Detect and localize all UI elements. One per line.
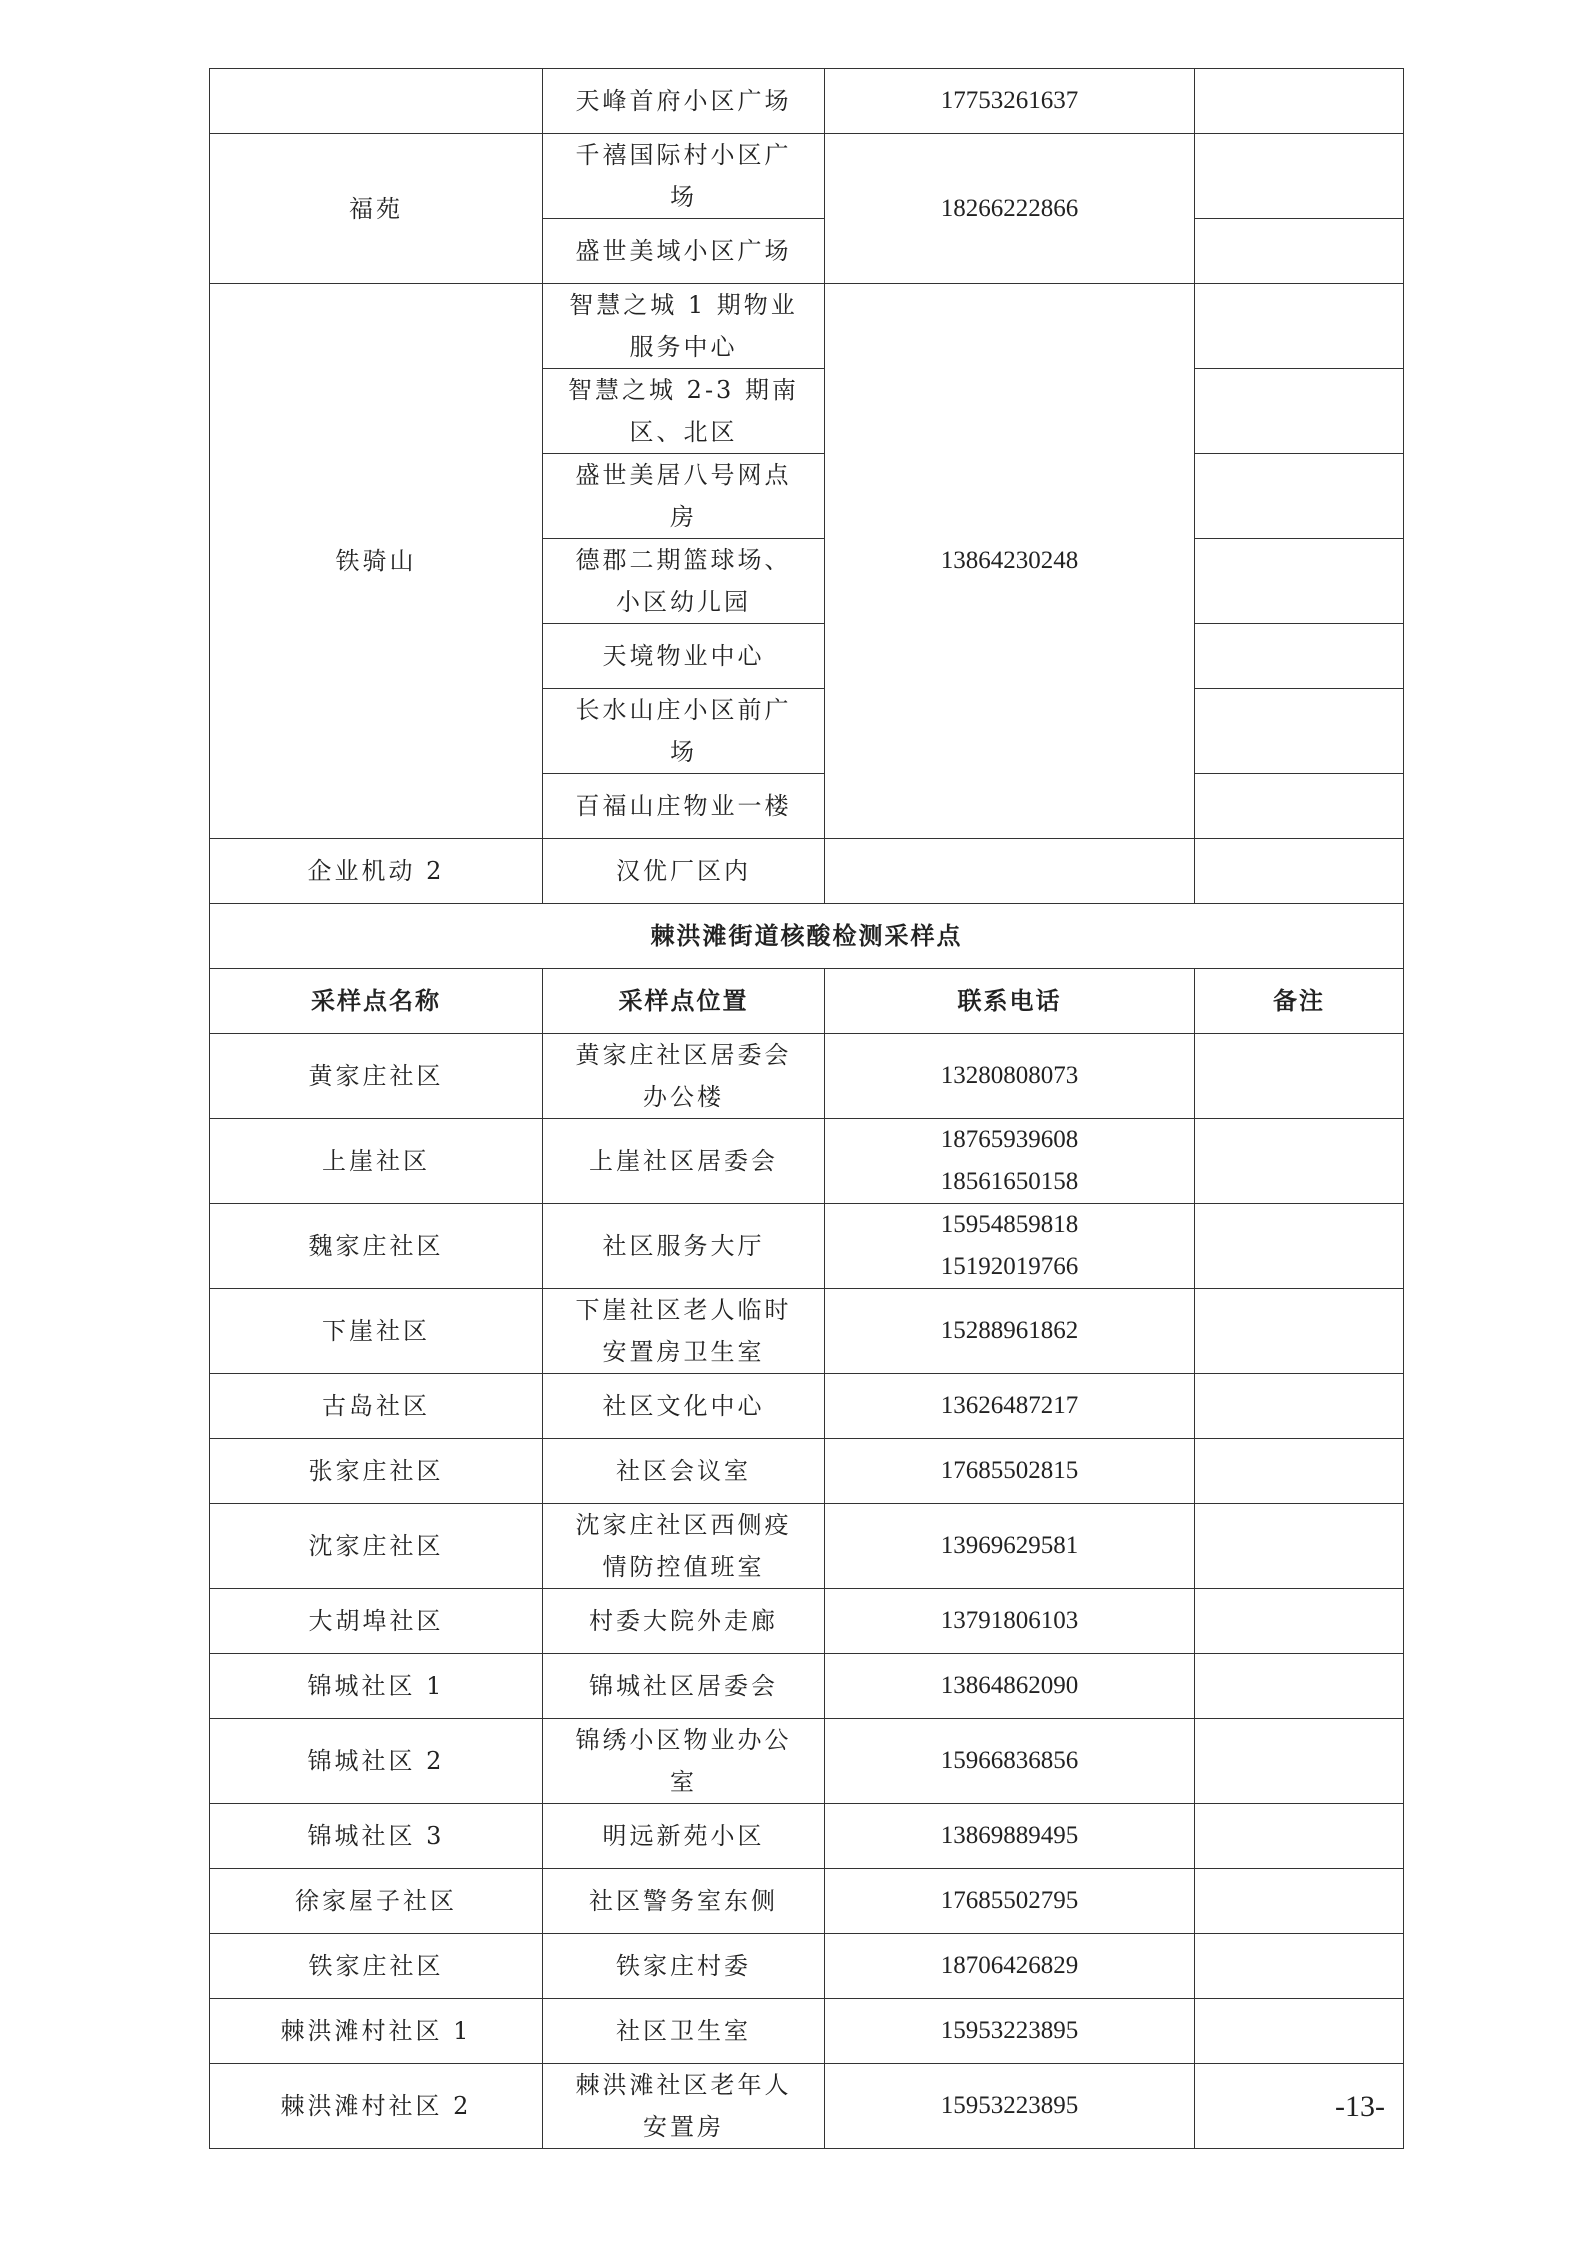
- site-location-cell: 智慧之城 1 期物业服务中心: [543, 284, 825, 369]
- table-row: [210, 1654, 1404, 1719]
- table-row: [210, 1504, 1404, 1589]
- contact-phone-cell: [825, 1289, 1195, 1374]
- site-location-cell: 千禧国际村小区广场: [543, 134, 825, 219]
- site-name-cell: 福苑: [210, 134, 543, 284]
- note-cell: [1195, 1204, 1404, 1289]
- table-row: [210, 284, 1404, 369]
- table-row: [210, 1034, 1404, 1119]
- note-cell: [1195, 1719, 1404, 1804]
- note-cell: [1195, 1999, 1404, 2064]
- note-cell: [1195, 1289, 1404, 1374]
- phone-number: 15966836856: [940, 1747, 1079, 1774]
- phone-number: 17685502815: [940, 1457, 1079, 1484]
- sampling-points-table: [209, 68, 1404, 2149]
- site-location-cell: 锦绣小区物业办公室: [543, 1719, 825, 1804]
- page-number: -13-: [1335, 2090, 1385, 2123]
- table-row: [210, 2064, 1404, 2149]
- note-cell: [1195, 1504, 1404, 1589]
- site-name-cell: 下崖社区: [210, 1289, 543, 1374]
- site-name-cell: 锦城社区 2: [210, 1719, 543, 1804]
- note-cell: [1195, 1654, 1404, 1719]
- site-location-cell: 长水山庄小区前广场: [543, 689, 825, 774]
- contact-phone-cell: [825, 1999, 1195, 2064]
- phone-number: 18561650158: [940, 1168, 1079, 1195]
- column-header-note: 备注: [1195, 969, 1404, 1034]
- note-cell: [1195, 1439, 1404, 1504]
- site-location-cell: 黄家庄社区居委会办公楼: [543, 1034, 825, 1119]
- column-header-phone: 联系电话: [825, 969, 1195, 1034]
- note-cell: [1195, 539, 1404, 624]
- section-title: 棘洪滩街道核酸检测采样点: [210, 904, 1404, 969]
- site-name-cell: 魏家庄社区: [210, 1204, 543, 1289]
- site-name-cell: 锦城社区 1: [210, 1654, 543, 1719]
- phone-number: 13864862090: [940, 1672, 1079, 1699]
- contact-phone-cell: [825, 1719, 1195, 1804]
- site-name-cell: 上崖社区: [210, 1119, 543, 1204]
- site-name-cell: 大胡埠社区: [210, 1589, 543, 1654]
- site-location-cell: 沈家庄社区西侧疫情防控值班室: [543, 1504, 825, 1589]
- site-location-cell: 村委大院外走廊: [543, 1589, 825, 1654]
- site-name-cell: 企业机动 2: [210, 839, 543, 904]
- phone-number: 13791806103: [940, 1607, 1079, 1634]
- note-cell: [1195, 1034, 1404, 1119]
- note-cell: [1195, 1119, 1404, 1204]
- site-location-cell: 铁家庄村委: [543, 1934, 825, 1999]
- contact-phone-cell: [825, 839, 1195, 904]
- site-location-cell: 社区服务大厅: [543, 1204, 825, 1289]
- contact-phone-cell: [825, 1119, 1195, 1204]
- contact-phone-cell: [825, 1204, 1195, 1289]
- site-location-cell: 德郡二期篮球场、小区幼儿园: [543, 539, 825, 624]
- site-name-cell: 张家庄社区: [210, 1439, 543, 1504]
- site-name-cell: 棘洪滩村社区 2: [210, 2064, 543, 2149]
- site-location-cell: 社区会议室: [543, 1439, 825, 1504]
- site-location-cell: 棘洪滩社区老年人安置房: [543, 2064, 825, 2149]
- phone-number: 13869889495: [940, 1822, 1079, 1849]
- note-cell: [1195, 134, 1404, 219]
- phone-number: 18706426829: [940, 1952, 1079, 1979]
- site-location-cell: 盛世美域小区广场: [543, 219, 825, 284]
- table-row: [210, 1374, 1404, 1439]
- contact-phone-cell: [825, 1374, 1195, 1439]
- contact-phone-cell: [825, 1804, 1195, 1869]
- site-location-cell: 社区文化中心: [543, 1374, 825, 1439]
- table-row: [210, 1119, 1404, 1204]
- note-cell: [1195, 1934, 1404, 1999]
- table-row: [210, 1204, 1404, 1289]
- contact-phone-cell: [825, 1439, 1195, 1504]
- site-name-cell: 古岛社区: [210, 1374, 543, 1439]
- table-row: [210, 1934, 1404, 1999]
- site-name-cell: [210, 69, 543, 134]
- note-cell: [1195, 219, 1404, 284]
- site-name-cell: 锦城社区 3: [210, 1804, 543, 1869]
- table-row: [210, 1999, 1404, 2064]
- column-header-name: 采样点名称: [210, 969, 543, 1034]
- site-name-cell: 铁家庄社区: [210, 1934, 543, 1999]
- table-row: [210, 1804, 1404, 1869]
- note-cell: [1195, 1869, 1404, 1934]
- table-header-row: [210, 969, 1404, 1034]
- site-location-cell: 社区警务室东侧: [543, 1869, 825, 1934]
- site-location-cell: 天峰首府小区广场: [543, 69, 825, 134]
- site-location-cell: 百福山庄物业一楼: [543, 774, 825, 839]
- note-cell: [1195, 839, 1404, 904]
- contact-phone-cell: [825, 1869, 1195, 1934]
- table-row: [210, 839, 1404, 904]
- site-name-cell: 黄家庄社区: [210, 1034, 543, 1119]
- site-location-cell: 下崖社区老人临时安置房卫生室: [543, 1289, 825, 1374]
- site-location-cell: 社区卫生室: [543, 1999, 825, 2064]
- site-location-cell: 上崖社区居委会: [543, 1119, 825, 1204]
- note-cell: [1195, 454, 1404, 539]
- contact-phone-cell: [825, 1934, 1195, 1999]
- table-row: [210, 1439, 1404, 1504]
- contact-phone-cell: [825, 1589, 1195, 1654]
- phone-number: 15288961862: [940, 1317, 1079, 1344]
- site-location-cell: 锦城社区居委会: [543, 1654, 825, 1719]
- table-row: [210, 69, 1404, 134]
- column-header-location: 采样点位置: [543, 969, 825, 1034]
- contact-phone-cell: [825, 2064, 1195, 2149]
- table-row: [210, 1289, 1404, 1374]
- site-name-cell: 铁骑山: [210, 284, 543, 839]
- section-title-row: [210, 904, 1404, 969]
- note-cell: [1195, 284, 1404, 369]
- site-name-cell: 沈家庄社区: [210, 1504, 543, 1589]
- site-location-cell: 天境物业中心: [543, 624, 825, 689]
- table-row: [210, 1589, 1404, 1654]
- contact-phone-cell: [825, 1654, 1195, 1719]
- contact-phone-cell: [825, 1504, 1195, 1589]
- note-cell: [1195, 1374, 1404, 1439]
- phone-number: 13280808073: [940, 1062, 1079, 1089]
- site-location-cell: 汉优厂区内: [543, 839, 825, 904]
- phone-number: 15954859818: [940, 1211, 1079, 1238]
- note-cell: [1195, 689, 1404, 774]
- phone-number: 15953223895: [940, 2092, 1079, 2119]
- phone-number: 17685502795: [940, 1887, 1079, 1914]
- contact-phone-cell: 17753261637: [825, 69, 1195, 134]
- phone-number: 13969629581: [940, 1532, 1079, 1559]
- contact-phone-cell: 13864230248: [825, 284, 1195, 839]
- sampling-points-body: [210, 1034, 1404, 2149]
- site-location-cell: 智慧之城 2-3 期南区、北区: [543, 369, 825, 454]
- table-row: [210, 134, 1404, 219]
- phone-number: 15192019766: [940, 1253, 1079, 1280]
- table-row: [210, 1869, 1404, 1934]
- phone-number: 18765939608: [940, 1126, 1079, 1153]
- contact-phone-cell: [825, 1034, 1195, 1119]
- note-cell: [1195, 624, 1404, 689]
- site-location-cell: 明远新苑小区: [543, 1804, 825, 1869]
- site-name-cell: 棘洪滩村社区 1: [210, 1999, 543, 2064]
- phone-number: 15953223895: [940, 2017, 1079, 2044]
- site-location-cell: 盛世美居八号网点房: [543, 454, 825, 539]
- table-row: [210, 1719, 1404, 1804]
- contact-phone-cell: 18266222866: [825, 134, 1195, 284]
- note-cell: [1195, 774, 1404, 839]
- site-name-cell: 徐家屋子社区: [210, 1869, 543, 1934]
- note-cell: [1195, 1804, 1404, 1869]
- phone-number: 13626487217: [940, 1392, 1079, 1419]
- note-cell: [1195, 1589, 1404, 1654]
- note-cell: [1195, 69, 1404, 134]
- note-cell: [1195, 369, 1404, 454]
